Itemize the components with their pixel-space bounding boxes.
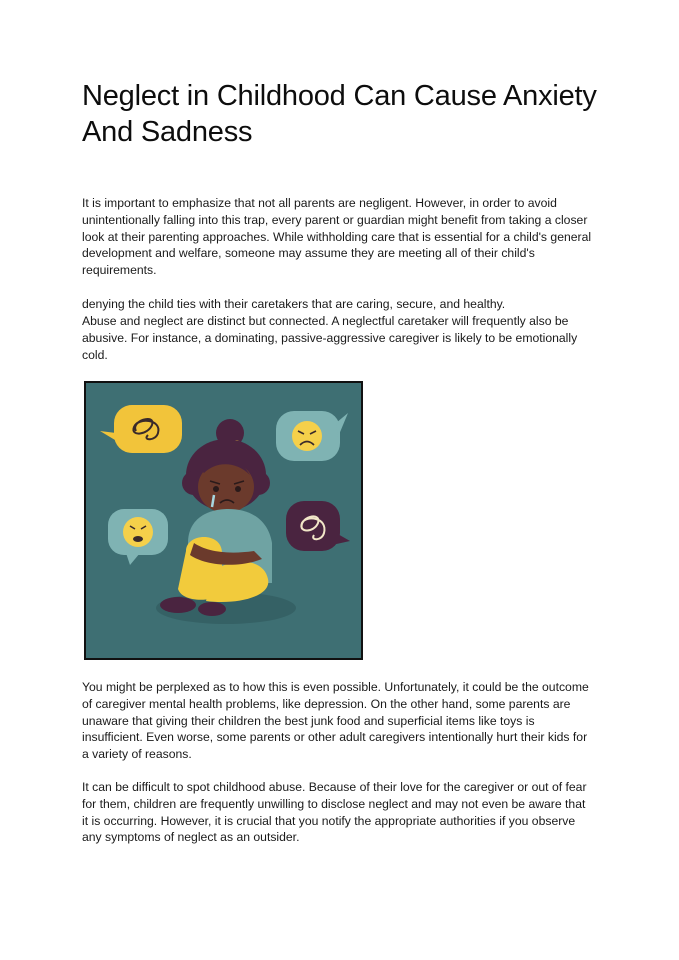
paragraph-intro: It is important to emphasize that not all parents are negligent. However, in order to avoid unintentionally falling into this trap, every parent or guardian might benefit from taking a closer look at their parenting approaches. While withholding care that is essential for a child's general development and welfare, someone may assume they are meeting all of their child's requirements. bbox=[82, 196, 592, 278]
paragraph-denying: denying the child ties with their caretakers that are caring, secure, and healthy. bbox=[82, 297, 506, 311]
paragraph-abuse-neglect: Abuse and neglect are distinct but connected. A neglectful caretaker will frequently also be abusive. For instance, a dominating, passive-aggressive caregiver is likely to be emotionally cold. bbox=[82, 314, 578, 362]
article-title: Neglect in Childhood Can Cause Anxiety And Sadness bbox=[82, 80, 597, 148]
paragraph-spot-abuse: It can be difficult to spot childhood abuse. Because of their love for the caregiver or out of fear for them, children are frequently unwilling to disclose neglect and may not even be aware that it is occurring. However, it is crucial that you notify the appropriate authorities if you observe any symptoms of neglect as an outsider. bbox=[82, 780, 587, 845]
paragraph-perplexed: You might be perplexed as to how this is even possible. Unfortunately, it could be the outcome of caregiver mental health problems, like depression. On the other hand, some parents are unaware that giving their children the best junk food and superficial items like toys is insufficient. Even worse, some parents or other adult caregivers intentionally hurt their kids for a variety of reasons. bbox=[82, 680, 589, 762]
sad-child-illustration bbox=[84, 381, 363, 660]
